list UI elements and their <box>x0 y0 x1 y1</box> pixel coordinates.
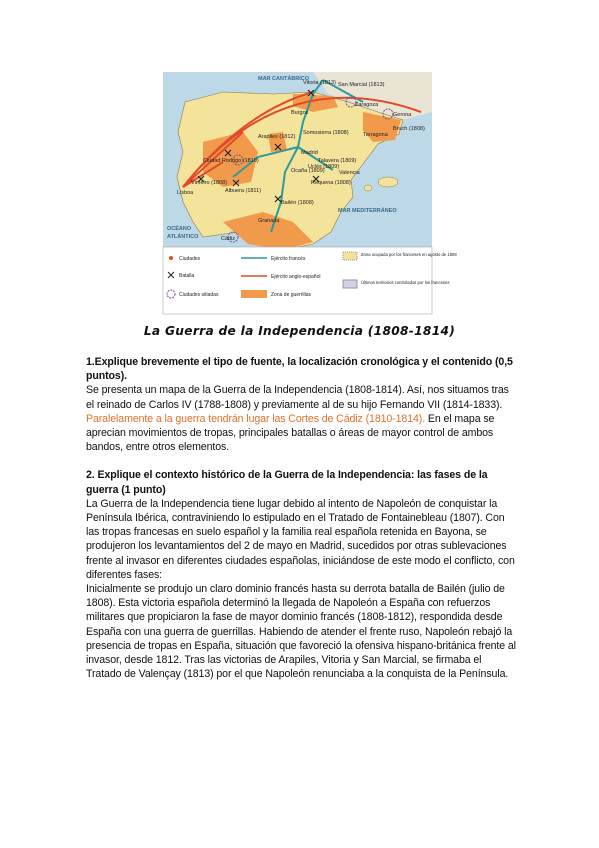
label-valencia: Valencia <box>339 170 360 176</box>
legend-cities: Ciudades <box>179 256 201 262</box>
label-ciudad-rodrigo: Ciudad Rodrigo (1810) <box>203 158 259 164</box>
legend-sieged: Ciudades sitiadas <box>179 292 219 298</box>
label-vimeiro: Vimeiro (1808) <box>191 180 227 186</box>
legend-city-icon <box>169 256 173 260</box>
label-gerona: Gerona <box>393 112 412 118</box>
document-body <box>86 355 516 681</box>
label-ocana: Ocaña (1809) <box>291 168 325 174</box>
label-talavera: Talavera (1809) <box>318 158 357 164</box>
label-zaragoza: Zaragoza <box>355 102 379 108</box>
label-granada: Granada <box>258 218 280 224</box>
answer-2-paragraph-2: Inicialmente se produjo un claro dominio francés hasta su derrota batalla de Bailén (julio de 1808). Esta victoria española determinó la llegada de Napoleón a España con refuerzos militares que propiciaron la fase de mayor dominio francés (1808-1812), respondida desde España con una guerra de guerrillas. Habiendo de atender el frente ruso, Napoleón rebajó la presencia de tropas en España, situación que favoreció la ofensiva hispano-británica frente al invasor, desde 1812. Tras las victorias de Arapiles, Vitoria y San Marcial, se firmaba el Tratado de Valençay (1813) por el que Napoleón renunciaba a la conquista de la Península. <box>86 583 516 681</box>
label-lisboa: Lisboa <box>177 190 194 196</box>
legend-anglo: Ejército anglo-español <box>271 274 321 280</box>
label-burgos: Burgos <box>291 110 309 116</box>
map-caption: La Guerra de la Independencia (1808-1814) <box>143 324 456 338</box>
label-cadiz: Cádiz <box>221 236 236 242</box>
legend-last: Últimos territorios controlados por los franceses <box>361 280 450 285</box>
answer-2-paragraph-1: La Guerra de la Independencia tiene lugar debido al intento de Napoleón de conquistar la Península Ibérica, contraviniendo lo estipulado en el Tratado de Fontainebleau (1807). Con las tropas francesas en suelo español y la familia real española retenida en Bayona, se produjeron los levantamientos del 2 de mayo en Madrid, sucedidos por otras sublevaciones frente al invasor en diferentes ciudades españolas, iniciándose de este modo el conflicto, con diferentes fases: <box>86 497 515 581</box>
question-2-title: 2. Explique el contexto histórico de la Guerra de la Independencia: las fases de la guerra (1 punto) <box>86 469 488 496</box>
answer-1-text: Se presenta un mapa de la Guerra de la Independencia (1808-1814). Así, nos situamos tras el reinado de Carlos IV (1788-1808) y previamente al de su hijo Fernando VII (1814-1833). <box>86 384 509 411</box>
map-legend <box>163 247 457 314</box>
ocean-label-2: ATLÁNTICO <box>167 234 199 240</box>
label-albuera: Albuera (1811) <box>225 188 261 194</box>
war-map <box>163 72 457 314</box>
label-ucles: Uclés (1809) <box>308 164 340 170</box>
label-san-marcial: San Marcial (1813) <box>338 82 385 88</box>
legend-french: Ejército francés <box>271 256 306 262</box>
legend-last-icon <box>343 280 357 288</box>
map-svg <box>163 72 457 314</box>
label-vitoria: Vitoria (1813) <box>303 80 336 86</box>
sea-cantabrico: MAR CANTÁBRICO <box>258 76 310 82</box>
answer-1-highlight: Paralelamente a la guerra tendrán lugar las Cortes de Cádiz (1810-1814). <box>86 412 426 425</box>
answer-1 <box>86 383 516 454</box>
label-madrid: Madrid <box>301 150 318 156</box>
ocean-label-1: OCÉANO <box>167 226 192 232</box>
legend-battle: Batalla <box>179 273 195 279</box>
legend-guerrilla-icon <box>241 290 267 298</box>
question-1-title: 1.Explique brevemente el tipo de fuente, la localización cronológica y el contenido (0,5 puntos). <box>86 356 513 383</box>
label-tarragona: Tarragona <box>363 132 388 138</box>
label-requena: Requena (1808) <box>311 180 351 186</box>
legend-guerrilla: Zona de guerrillas <box>271 292 312 298</box>
legend-occupied: Zona ocupada por los franceses en agosto de 1808 <box>361 252 457 257</box>
legend-occupied-icon <box>343 252 357 260</box>
label-arapiles: Arapiles (1812) <box>258 134 296 140</box>
label-bruch: Bruch (1808) <box>393 126 425 132</box>
sea-mediterraneo: MAR MEDITERRÁNEO <box>338 208 397 214</box>
label-somosierra: Somosierra (1808) <box>303 130 349 136</box>
answer-1-end: En el mapa se aprecian movimientos de tropas, principales batallas o áreas de mayor control de ambos bandos, entre otros elementos. <box>86 412 495 454</box>
label-bailen: Bailén (1808) <box>281 200 314 206</box>
